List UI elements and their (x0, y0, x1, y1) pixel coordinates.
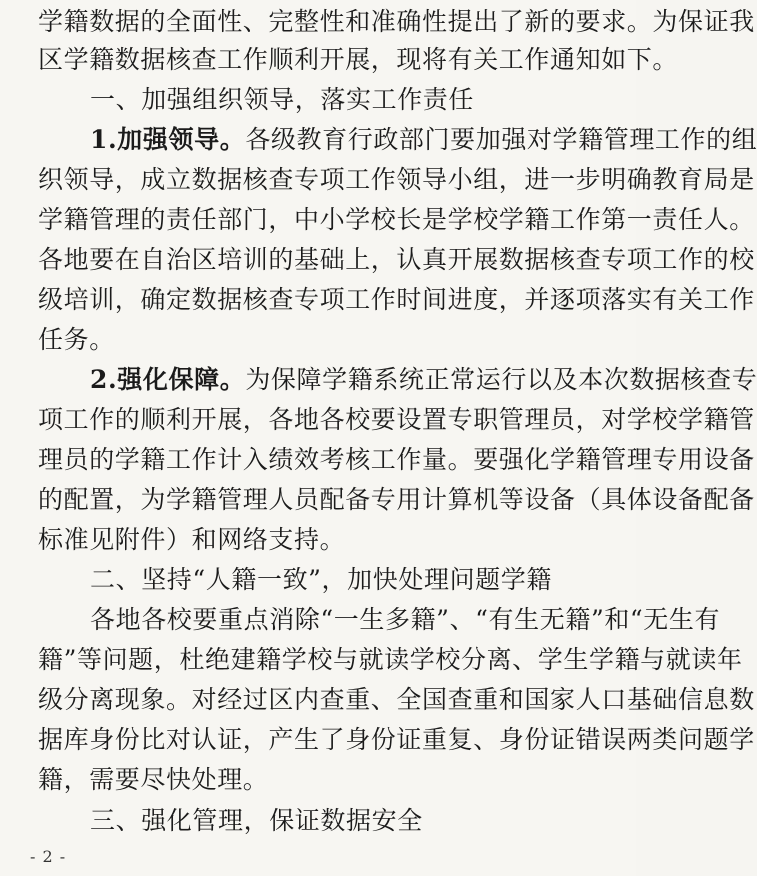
item-lead-1: 1.加强领导。 (90, 125, 246, 154)
body-line: 级分离现象。对经过区内查重、全国查重和国家人口基础信息数 (38, 685, 755, 714)
body-line: 任务。 (38, 325, 115, 354)
body-line: 各地各校要重点消除“一生多籍”、“有生无籍”和“无生有 (90, 605, 721, 634)
body-line: 学籍数据的全面性、完整性和准确性提出了新的要求。为保证我 (38, 7, 755, 36)
section-heading-3: 三、强化管理，保证数据安全 (90, 806, 423, 835)
body-line: 项工作的顺利开展，各地各校要设置专职管理员，对学校学籍管 (38, 405, 755, 434)
body-line: 籍”等问题，杜绝建籍学校与就读学校分离、学生学籍与就读年 (38, 645, 743, 674)
body-line: 区学籍数据核查工作顺利开展，现将有关工作通知如下。 (38, 45, 679, 74)
section-heading-2: 二、坚持“人籍一致”，加快处理问题学籍 (90, 565, 552, 594)
body-line: 理员的学籍工作计入绩效考核工作量。要强化学籍管理专用设备 (38, 445, 755, 474)
page-number: - 2 - (30, 847, 67, 866)
body-line: 据库身份比对认证，产生了身份证重复、身份证错误两类问题学 (38, 725, 755, 754)
body-line: 各地要在自治区培训的基础上，认真开展数据核查专项工作的校 (38, 245, 755, 274)
body-line: 的配置，为学籍管理人员配备专用计算机等设备（具体设备配备 (38, 485, 755, 514)
item-lead-2: 2.强化保障。 (90, 365, 246, 394)
body-line: 级培训，确定数据核查专项工作时间进度，并逐项落实有关工作 (38, 285, 755, 314)
section-heading-1: 一、加强组织领导，落实工作责任 (90, 85, 475, 114)
body-line: 2.强化保障。为保障学籍系统正常运行以及本次数据核查专 (90, 365, 757, 394)
body-line: 1.加强领导。各级教育行政部门要加强对学籍管理工作的组 (90, 125, 757, 154)
body-line: 籍，需要尽快处理。 (38, 765, 269, 794)
body-line: 学籍管理的责任部门，中小学校长是学校学籍工作第一责任人。 (38, 205, 755, 234)
body-line: 织领导，成立数据核查专项工作领导小组，进一步明确教育局是 (38, 165, 755, 194)
body-line: 标准见附件）和网络支持。 (38, 525, 346, 554)
